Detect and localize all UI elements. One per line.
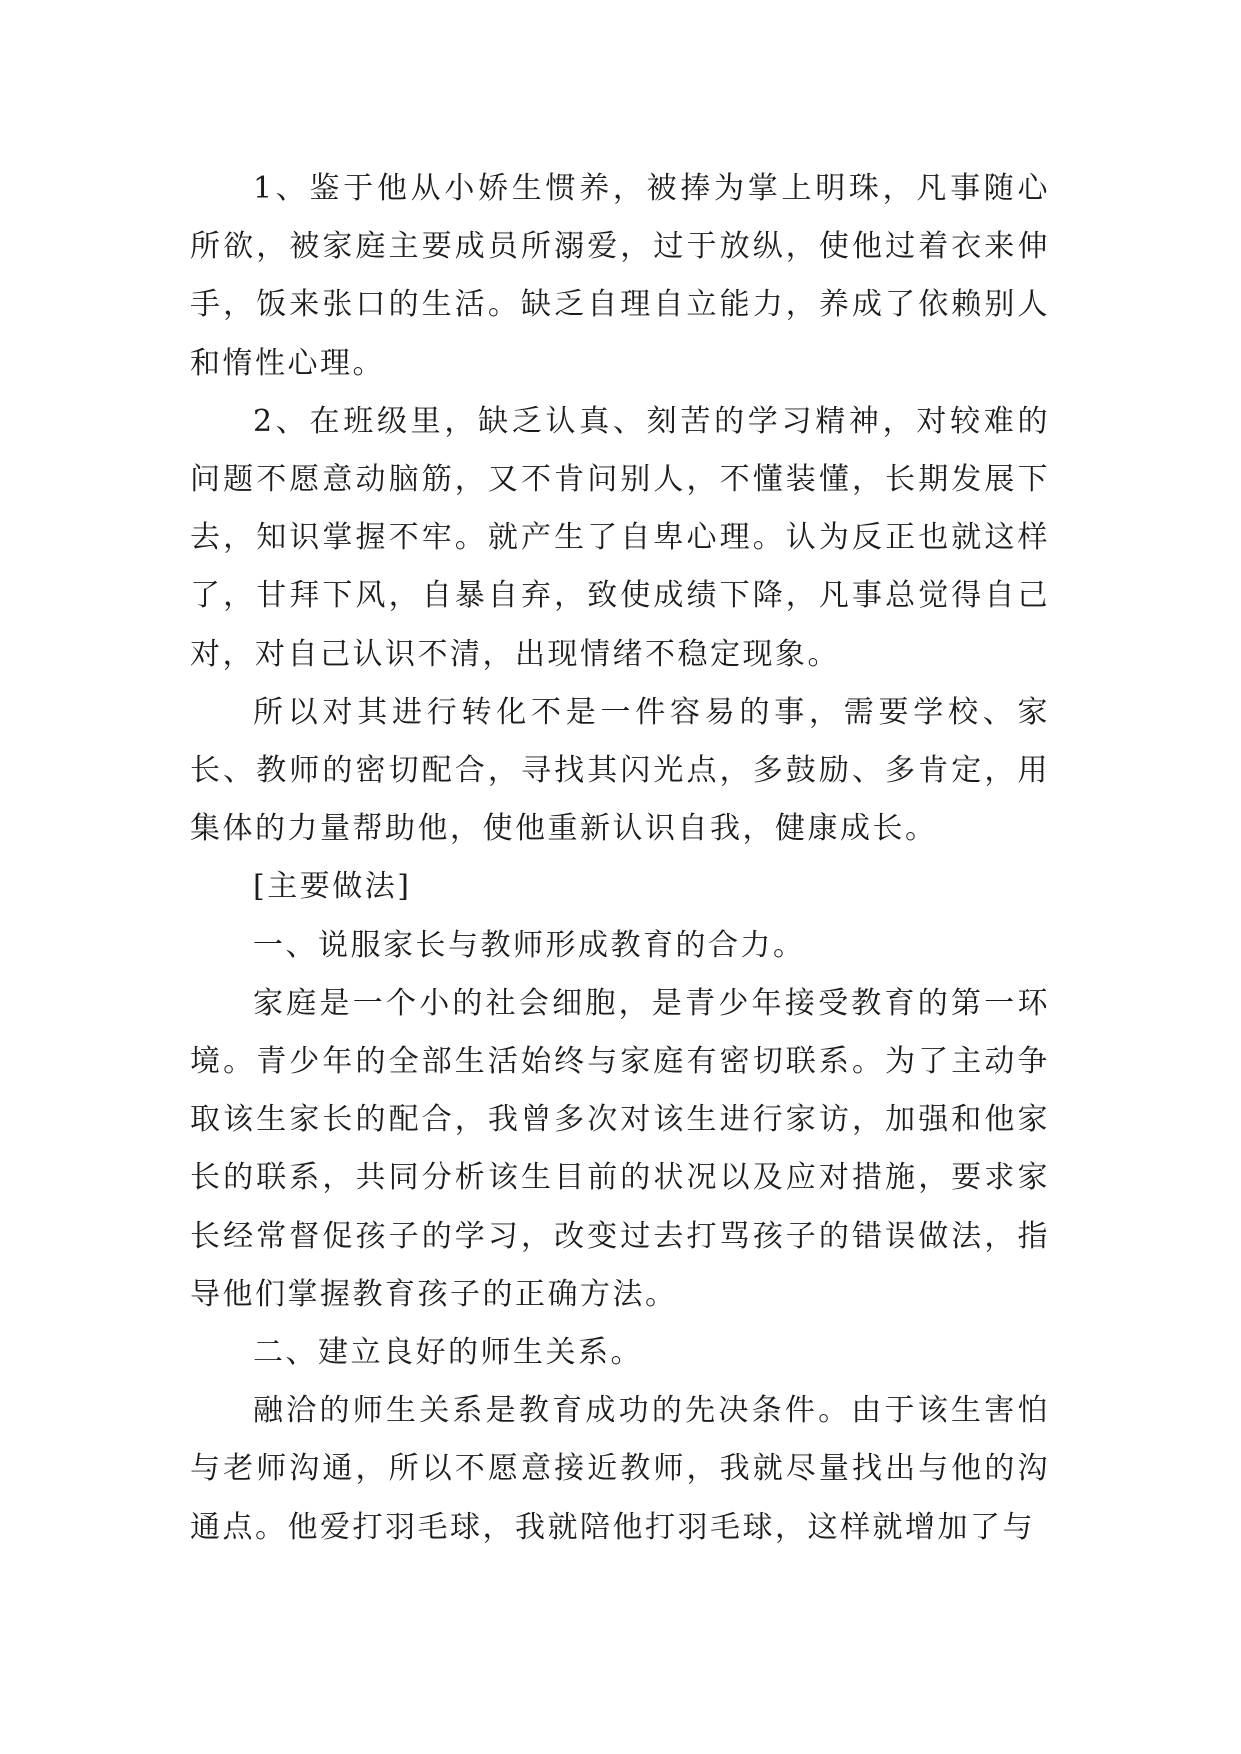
paragraph-method-2: 融洽的师生关系是教育成功的先决条件。由于该生害怕与老师沟通，所以不愿意接近教师，我就尽量找出与他的沟通点。他爱打羽毛球，我就陪他打羽毛球，这样就增加了与 — [190, 1393, 1050, 1545]
subheading-method-1: 一、说服家长与教师形成教育的合力。 — [253, 927, 806, 963]
paragraph-reason-1: 1、鉴于他从小娇生惯养，被捧为掌上明珠，凡事随心所欲，被家庭主要成员所溺爱，过于放纵，使他过着衣来伸手，饭来张口的生活。缺乏自理自立能力，养成了依赖别人和惰性心理。 — [190, 171, 1050, 381]
document-body — [190, 160, 1050, 1557]
paragraph-method-1: 家庭是一个小的社会细胞，是青少年接受教育的第一环境。青少年的全部生活始终与家庭有密切联系。为了主动争取该生家长的配合，我曾多次对该生进行家访，加强和他家长的联系，共同分析该生目前的状况以及应对措施，要求家长经常督促孩子的学习，改变过去打骂孩子的错误做法，指导他们掌握教育孩子的正确方法。 — [190, 985, 1050, 1312]
paragraph-reason-2: 2、在班级里，缺乏认真、刻苦的学习精神，对较难的问题不愿意动脑筋，又不肯问别人，不懂装懂，长期发展下去，知识掌握不牢。就产生了自卑心理。认为反正也就这样了，甘拜下风，自暴自弃，致使成绩下降，凡事总觉得自己对，对自己认识不清，出现情绪不稳定现象。 — [190, 403, 1050, 672]
paragraph-summary: 所以对其进行转化不是一件容易的事，需要学校、家长、教师的密切配合，寻找其闪光点，多鼓励、多肯定，用集体的力量帮助他，使他重新认识自我，健康成长。 — [190, 694, 1050, 847]
section-heading-main-methods: [主要做法] — [253, 869, 412, 905]
subheading-method-2: 二、建立良好的师生关系。 — [253, 1335, 643, 1371]
